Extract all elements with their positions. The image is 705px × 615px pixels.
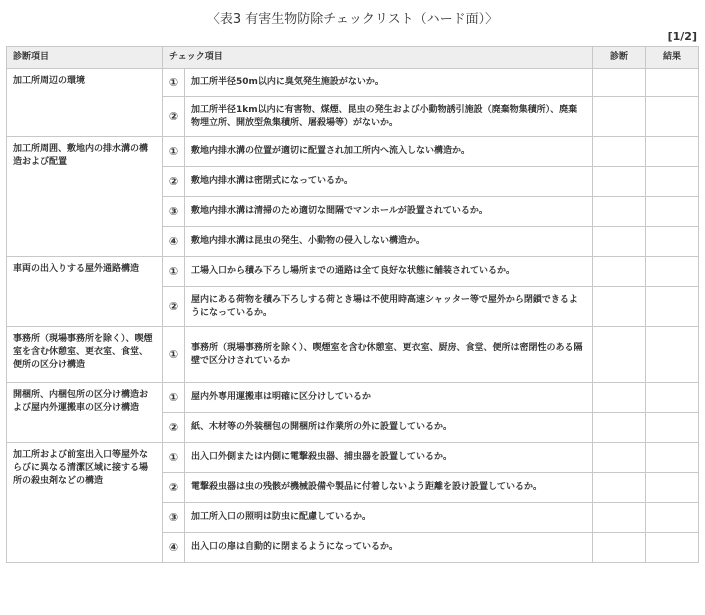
table-row <box>7 257 699 287</box>
checklist-table <box>6 46 699 563</box>
table-row <box>7 137 699 167</box>
check-item-text: 加工所半径1km以内に有害物、煤煙、昆虫の発生および小動物誘引施設（廃棄物集積所）、廃棄物埋立所、開放型魚集積所、屠殺場等）がないか。 <box>185 97 593 137</box>
result-cell[interactable] <box>646 503 699 533</box>
page-indicator: [1/2] <box>667 30 697 43</box>
header-diagnosis: 診断 <box>593 47 646 69</box>
item-number: ④ <box>163 227 185 257</box>
check-item-text: 屋内外専用運搬車は明確に区分けしているか <box>185 383 593 413</box>
result-cell[interactable] <box>646 287 699 327</box>
item-number: ① <box>163 69 185 97</box>
check-item-text: 屋内にある荷物を積み下ろしする荷とき場は不使用時高速シャッター等で屋外から閉鎖できるようになっているか。 <box>185 287 593 327</box>
item-number: ④ <box>163 533 185 563</box>
result-cell[interactable] <box>646 443 699 473</box>
diagnosis-cell[interactable] <box>593 473 646 503</box>
check-item-text: 敷地内排水溝の位置が適切に配置され加工所内へ流入しない構造か。 <box>185 137 593 167</box>
result-cell[interactable] <box>646 167 699 197</box>
result-cell[interactable] <box>646 327 699 383</box>
table-row <box>7 443 699 473</box>
check-item-text: 加工所入口の照明は防虫に配慮しているか。 <box>185 503 593 533</box>
diagnosis-cell[interactable] <box>593 197 646 227</box>
check-item-text: 電撃殺虫器は虫の残骸が機械設備や製品に付着しないよう距離を設け設置しているか。 <box>185 473 593 503</box>
result-cell[interactable] <box>646 383 699 413</box>
result-cell[interactable] <box>646 533 699 563</box>
diagnosis-cell[interactable] <box>593 503 646 533</box>
check-item-text: 加工所半径50m以内に臭気発生施設がないか。 <box>185 69 593 97</box>
check-item-text: 紙、木材等の外装梱包の開梱所は作業所の外に設置しているか。 <box>185 413 593 443</box>
item-number: ① <box>163 327 185 383</box>
diagnosis-cell[interactable] <box>593 69 646 97</box>
category-cell: 加工所周囲、敷地内の排水溝の構造および配置 <box>7 137 163 257</box>
item-number: ① <box>163 257 185 287</box>
result-cell[interactable] <box>646 137 699 167</box>
diagnosis-cell[interactable] <box>593 287 646 327</box>
table-header-row <box>7 47 699 69</box>
result-cell[interactable] <box>646 473 699 503</box>
item-number: ② <box>163 473 185 503</box>
header-check-item: チェック項目 <box>163 47 593 69</box>
diagnosis-cell[interactable] <box>593 227 646 257</box>
diagnosis-cell[interactable] <box>593 413 646 443</box>
table-row <box>7 69 699 97</box>
result-cell[interactable] <box>646 97 699 137</box>
check-item-text: 出入口の扉は自動的に閉まるようになっているか。 <box>185 533 593 563</box>
item-number: ② <box>163 97 185 137</box>
header-result: 結果 <box>646 47 699 69</box>
table-row <box>7 383 699 413</box>
item-number: ① <box>163 443 185 473</box>
document-title: 〈表3 有害生物防除チェックリスト（ハード面）〉 <box>206 12 499 27</box>
table-row <box>7 327 699 383</box>
result-cell[interactable] <box>646 69 699 97</box>
category-cell: 加工所および前室出入口等屋外ならびに異なる清潔区域に接する場所の殺虫剤などの構造 <box>7 443 163 563</box>
result-cell[interactable] <box>646 197 699 227</box>
item-number: ② <box>163 287 185 327</box>
check-item-text: 出入口外側または内側に電撃殺虫器、捕虫器を設置しているか。 <box>185 443 593 473</box>
diagnosis-cell[interactable] <box>593 327 646 383</box>
check-item-text: 敷地内排水溝は清掃のため適切な間隔でマンホールが設置されているか。 <box>185 197 593 227</box>
diagnosis-cell[interactable] <box>593 167 646 197</box>
diagnosis-cell[interactable] <box>593 383 646 413</box>
check-item-text: 工場入口から積み下ろし場所までの通路は全て良好な状態に舗装されているか。 <box>185 257 593 287</box>
diagnosis-cell[interactable] <box>593 97 646 137</box>
diagnosis-cell[interactable] <box>593 257 646 287</box>
category-cell: 事務所（現場事務所を除く）、喫煙室を含む休憩室、更衣室、食堂、便所の区分け構造 <box>7 327 163 383</box>
item-number: ① <box>163 383 185 413</box>
diagnosis-cell[interactable] <box>593 533 646 563</box>
item-number: ③ <box>163 503 185 533</box>
check-item-text: 敷地内排水溝は密閉式になっているか。 <box>185 167 593 197</box>
item-number: ② <box>163 167 185 197</box>
result-cell[interactable] <box>646 413 699 443</box>
header-category: 診断項目 <box>7 47 163 69</box>
category-cell: 加工所周辺の環境 <box>7 69 163 137</box>
result-cell[interactable] <box>646 257 699 287</box>
diagnosis-cell[interactable] <box>593 137 646 167</box>
item-number: ① <box>163 137 185 167</box>
category-cell: 車両の出入りする屋外通路構造 <box>7 257 163 327</box>
category-cell: 開梱所、内梱包所の区分け構造および屋内外運搬車の区分け構造 <box>7 383 163 443</box>
check-item-text: 事務所（現場事務所を除く）、喫煙室を含む休憩室、更衣室、厨房、食堂、便所は密閉性のある隔壁で区分けされているか <box>185 327 593 383</box>
item-number: ② <box>163 413 185 443</box>
result-cell[interactable] <box>646 227 699 257</box>
item-number: ③ <box>163 197 185 227</box>
diagnosis-cell[interactable] <box>593 443 646 473</box>
check-item-text: 敷地内排水溝は昆虫の発生、小動物の侵入しない構造か。 <box>185 227 593 257</box>
